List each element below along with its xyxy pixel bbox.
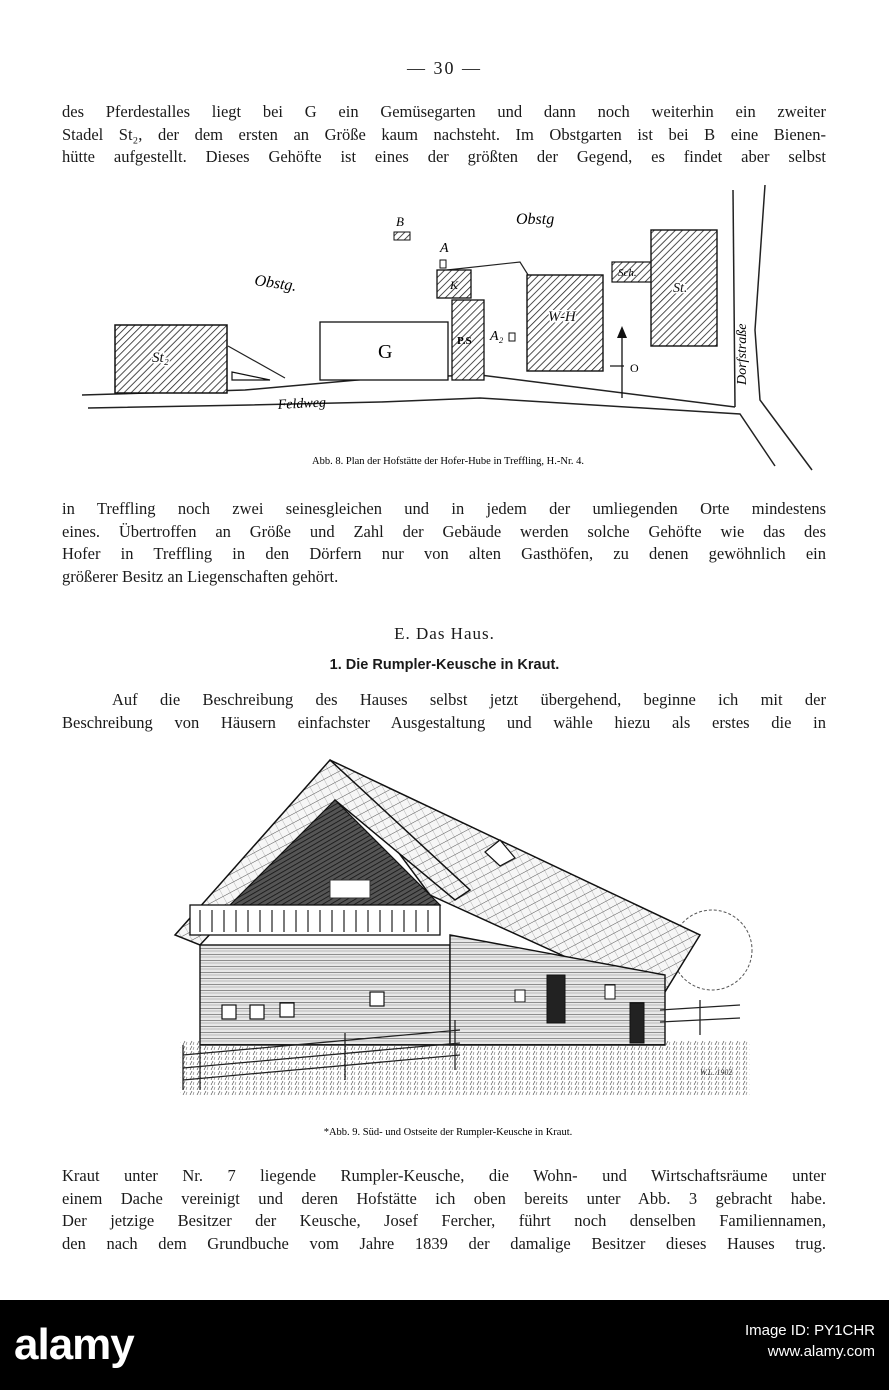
label-a: A — [440, 241, 449, 256]
window — [605, 985, 615, 999]
label-k: K — [450, 278, 459, 292]
page-number: — 30 — — [407, 58, 482, 78]
label-obstgarten: Obstg — [516, 211, 555, 228]
text-line: Der jetzige Besitzer der Keusche, Josef Fercher, führt noch denselben Familiennamen, — [62, 1211, 826, 1230]
subsection-title: 1. Die Rumpler-Keusche in Kraut. — [329, 657, 560, 673]
stadel-2-building — [115, 325, 227, 393]
artist-signature: W.L. 1902 — [700, 1068, 733, 1077]
door — [630, 1003, 644, 1043]
ground — [180, 1040, 750, 1095]
watermark-id — [745, 1320, 875, 1362]
north-arrow-head — [617, 326, 627, 338]
label-ps: P.S — [457, 335, 472, 347]
label-feldweg: Feldweg — [277, 395, 327, 413]
label-north: O — [630, 361, 639, 375]
label-st: St. — [673, 281, 688, 296]
text-line: eines. Übertroffen an Größe und Zahl der Gebäude werden solche Gehöfte wie das des — [62, 521, 826, 541]
label-st2: St₂ — [152, 350, 169, 366]
farmhouse-illustration — [175, 755, 755, 1138]
paragraph-3 — [62, 689, 826, 734]
text-line: Stadel St₂, der dem ersten an Größe kaum nachsteht. Im Obstgarten ist bei B eine Bienen- — [62, 124, 826, 144]
window — [515, 990, 525, 1002]
text-line: Kraut unter Nr. 7 liegende Rumpler-Keusche, die Wohn- und Wirtschaftsräume unter — [62, 1166, 826, 1185]
window — [280, 1003, 294, 1017]
text-line: Auf die Beschreibung des Hauses selbst jetzt übergehend, beginne ich mit der — [112, 690, 826, 709]
window — [370, 992, 384, 1006]
text-line: den nach dem Grundbuche vom Jahre 1839 der damalige Besitzer dieses Hauses trug. — [62, 1233, 826, 1253]
label-a2: A₂ — [490, 329, 504, 344]
front-wall — [200, 945, 450, 1045]
door — [547, 975, 565, 1023]
beehive-b — [394, 232, 410, 240]
balcony — [190, 905, 440, 935]
text-line: einem Dache vereinigt und deren Hofstätte ich oben bereits unter Abb. 3 gebracht habe. — [62, 1188, 826, 1208]
dorfstrasse-line — [755, 185, 812, 470]
label-wh: W-H — [548, 309, 576, 325]
label-sch: Sch. — [618, 267, 637, 279]
well-a2 — [509, 333, 515, 341]
section-title: E. Das Haus. — [394, 624, 495, 643]
watermark-url: www.alamy.com — [767, 1343, 875, 1360]
image-id-text: Image ID: PY1CHR — [744, 1322, 875, 1339]
paragraph-2 — [62, 498, 826, 588]
figure-8-caption: Abb. 8. Plan der Hofstätte der Hofer-Hube in Treffling, H.-Nr. 4. — [312, 456, 584, 467]
figure-9-caption: *Abb. 9. Süd- und Ostseite der Rumpler-Keusche in Kraut. — [323, 1127, 573, 1138]
paragraph-1 — [62, 101, 826, 169]
triangle-marker — [232, 372, 270, 380]
text-line: hütte aufgestellt. Dieses Gehöfte ist eines der größten der Gegend, es findet aber selbst — [62, 147, 826, 166]
window — [250, 1005, 264, 1019]
label-g: G — [378, 341, 393, 363]
farmstead-plan-figure — [70, 185, 830, 475]
label-b: B — [396, 214, 404, 229]
well-a — [440, 260, 446, 268]
text-line: des Pferdestalles liegt bei G ein Gemüsegarten und dann noch weiterhin ein zweiter — [62, 102, 826, 121]
paragraph-4 — [62, 1165, 826, 1255]
label-dorfstrasse: Dorfstraße — [735, 323, 750, 385]
label-obstgarten: Obstg. — [253, 272, 298, 295]
watermark-brand: alamy — [14, 1320, 134, 1369]
laundry — [330, 880, 370, 898]
watermark-bar — [0, 1300, 889, 1390]
text-line: Hofer in Treffling in den Dörfern nur von alten Gasthöfen, zu denen gewöhnlich ein — [62, 544, 826, 563]
text-line: in Treffling noch zwei seinesgleichen und in jedem der umliegenden Orte mindestens — [62, 499, 826, 518]
window — [222, 1005, 236, 1019]
text-line: größerer Besitz an Liegenschaften gehört. — [62, 566, 339, 586]
text-line: Beschreibung von Häusern einfachster Ausgestaltung und wähle hiezu als erstes die in — [62, 712, 826, 732]
